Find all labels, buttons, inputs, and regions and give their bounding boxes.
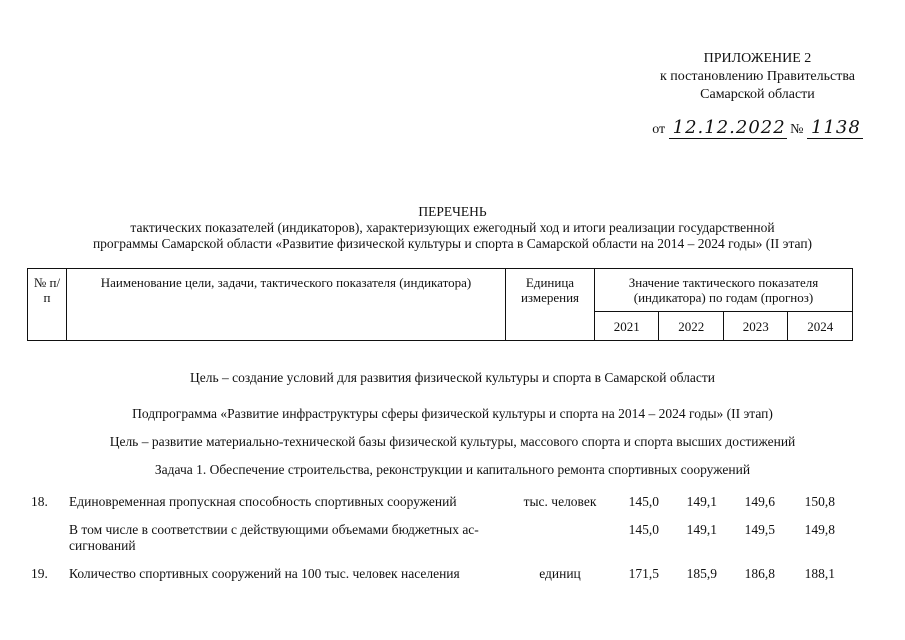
section-subprogram: Подпрограмма «Развитие инфраструктуры сферы физической культуры и спорта на 2014 – 2024 годы» (II этап) xyxy=(132,406,773,421)
decree-date: 12.12.2022 xyxy=(669,118,787,139)
row-value-2024: 150,8 xyxy=(804,494,835,509)
document-title: ПЕРЕЧЕНЬ xyxy=(418,204,487,219)
document-subtitle-2: программы Самарской области «Развитие физической культуры и спорта в Самарской области на 2014 – 2024 годы» (II этап) xyxy=(92,236,813,251)
section-task: Задача 1. Обеспечение строительства, реконструкции и капитального ремонта спортивных сооружений xyxy=(154,462,751,477)
appendix-block xyxy=(660,50,855,104)
appendix-title: ПРИЛОЖЕНИЕ 2 xyxy=(703,51,812,66)
document-subtitle-1: тактических показателей (индикаторов), характеризующих ежегодный ход и итоги реализации государственной xyxy=(130,220,775,235)
header-year-2022: 2022 xyxy=(659,312,723,341)
indicators-table-header xyxy=(27,268,853,341)
row-unit: тыс. человек xyxy=(523,494,597,509)
row-value-2021: 145,0 xyxy=(628,522,659,537)
row-value-2022: 185,9 xyxy=(686,566,717,581)
header-col-num: № п/п xyxy=(28,269,67,341)
row-name: Количество спортивных сооружений на 100 тыс. человек населения xyxy=(69,566,460,581)
row-value-2024: 188,1 xyxy=(804,566,835,581)
row-value-2023: 186,8 xyxy=(744,566,775,581)
header-year-2023: 2023 xyxy=(723,312,787,341)
decree-number: 1138 xyxy=(807,118,863,139)
row-value-2023: 149,6 xyxy=(744,494,775,509)
row-number: 18. xyxy=(31,494,48,509)
section-goal: Цель – создание условий для развития физической культуры и спорта в Самарской области xyxy=(190,370,715,385)
row-value-2022: 149,1 xyxy=(686,494,717,509)
section-subgoal: Цель – развитие материально-технической базы физической культуры, массового спорта и спорта высших достижений xyxy=(109,434,796,449)
row-value-2024: 149,8 xyxy=(804,522,835,537)
header-year-2024: 2024 xyxy=(788,312,853,341)
row-unit: единиц xyxy=(539,566,581,581)
row-name: Единовременная пропускная способность спортивных сооружений xyxy=(69,494,457,509)
decree-from-label: от xyxy=(652,122,666,137)
header-col-unit: Единица измерения xyxy=(506,269,595,341)
appendix-line-1: к постановлению Правительства xyxy=(659,69,855,84)
decree-line xyxy=(652,118,863,140)
appendix-line-2: Самарской области xyxy=(700,87,815,102)
row-value-2021: 145,0 xyxy=(628,494,659,509)
row-value-2023: 149,5 xyxy=(744,522,775,537)
decree-number-label: № xyxy=(790,122,804,137)
row-name: В том числе в соответствии с действующими объемами бюджетных ас-сигнований xyxy=(69,522,479,553)
header-col-name: Наименование цели, задачи, тактического показателя (индикатора) xyxy=(67,269,506,341)
row-value-2022: 149,1 xyxy=(686,522,717,537)
document-heading xyxy=(0,204,905,252)
header-year-2021: 2021 xyxy=(595,312,659,341)
row-number: 19. xyxy=(31,566,48,581)
row-value-2021: 171,5 xyxy=(628,566,659,581)
header-col-values: Значение тактического показателя (индикатора) по годам (прогноз) xyxy=(595,269,853,312)
